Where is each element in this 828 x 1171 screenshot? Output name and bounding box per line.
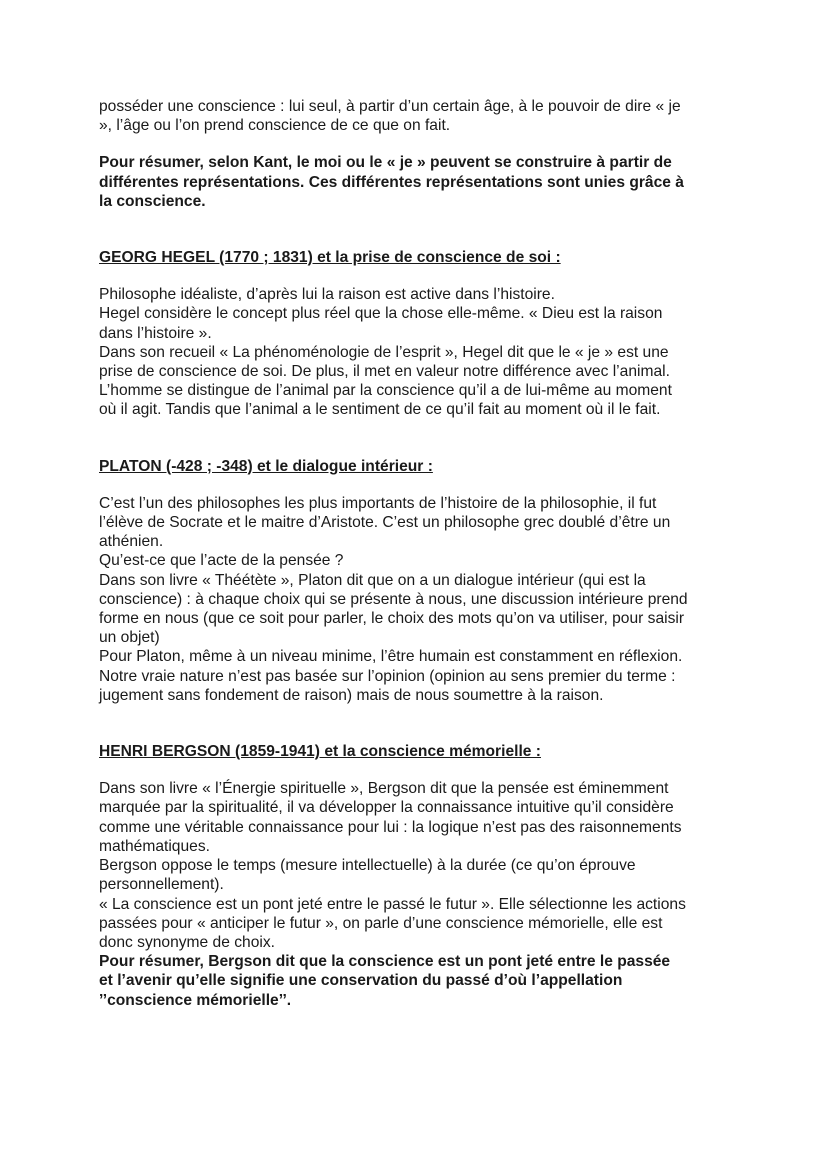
text-line: où il agit. Tandis que l’animal a le sentiment de ce qu’il fait au moment où il le fait.: [99, 401, 661, 419]
text-line: différentes représentations. Ces différentes représentations sont unies grâce à: [99, 173, 684, 191]
text-line: Notre vraie nature n’est pas basée sur l’opinion (opinion au sens premier du terme :: [99, 667, 676, 685]
text-line: prise de conscience de soi. De plus, il met en valeur notre différence avec l’animal.: [99, 363, 670, 381]
platon-heading: PLATON (-428 ; -348) et le dialogue intérieur :: [99, 457, 433, 475]
text-line: la conscience.: [99, 192, 206, 210]
text-line: L’homme se distingue de l’animal par la conscience qu’il a de lui-même au moment: [99, 382, 672, 400]
text-line: conscience) : à chaque choix qui se présente à nous, une discussion intérieure prend: [99, 590, 688, 608]
document-page: [99, 97, 739, 1010]
text-line: Philosophe idéaliste, d’après lui la raison est active dans l’histoire.: [99, 286, 555, 304]
bergson-paragraph: [99, 779, 739, 952]
text-line: forme en nous (que ce soit pour parler, le choix des mots qu’on va utiliser, pour saisir: [99, 610, 685, 628]
text-line: Qu’est-ce que l’acte de la pensée ?: [99, 552, 344, 570]
text-line: jugement sans fondement de raison) mais de nous soumettre à la raison.: [99, 686, 604, 704]
text-line: l’élève de Socrate et le maitre d’Aristote. C’est un philosophe grec doublé d’être un: [99, 514, 671, 532]
text-line: mathématiques.: [99, 837, 210, 855]
text-line: « La conscience est un pont jeté entre le passé le futur ». Elle sélectionne les actions: [99, 895, 686, 913]
text-line: dans l’histoire ».: [99, 324, 212, 342]
text-line: marquée par la spiritualité, il va développer la connaissance intuitive qu’il considère: [99, 799, 674, 817]
text-line: Pour résumer, Bergson dit que la conscience est un pont jeté entre le passée: [99, 953, 671, 971]
text-line: », l’âge ou l’on prend conscience de ce que on fait.: [99, 117, 451, 135]
text-line: passées pour « anticiper le futur », on parle d’une conscience mémorielle, elle est: [99, 914, 663, 932]
text-line: Dans son recueil « La phénoménologie de l’esprit », Hegel dit que le « je » est une: [99, 343, 669, 361]
text-line: personnellement).: [99, 876, 224, 894]
platon-paragraph: [99, 494, 739, 705]
text-line: posséder une conscience : lui seul, à partir d’un certain âge, à le pouvoir de dire « je: [99, 98, 681, 115]
text-line: Pour Platon, même à un niveau minime, l’être humain est constamment en réflexion.: [99, 648, 683, 666]
text-line: C’est l’un des philosophes les plus importants de l’histoire de la philosophie, il fut: [99, 494, 657, 512]
text-line: et l’avenir qu’elle signifie une conservation du passé d’où l’appellation: [99, 972, 623, 990]
text-line: un objet): [99, 629, 160, 647]
kant-summary-paragraph: [99, 153, 739, 211]
hegel-heading: GEORG HEGEL (1770 ; 1831) et la prise de conscience de soi :: [99, 249, 561, 267]
bergson-summary-paragraph: [99, 952, 739, 1010]
text-line: Pour résumer, selon Kant, le moi ou le « je » peuvent se construire à partir de: [99, 154, 672, 172]
text-line: Dans son livre « Théétète », Platon dit que on a un dialogue intérieur (qui est la: [99, 571, 646, 589]
hegel-paragraph: [99, 285, 739, 419]
text-line: Dans son livre « l’Énergie spirituelle », Bergson dit que la pensée est éminemment: [99, 780, 669, 798]
bergson-heading: HENRI BERGSON (1859-1941) et la conscience mémorielle :: [99, 743, 541, 761]
text-line: Hegel considère le concept plus réel que la chose elle-même. « Dieu est la raison: [99, 305, 663, 323]
text-line: donc synonyme de choix.: [99, 933, 275, 951]
text-line: comme une véritable connaissance pour lui : la logique n’est pas des raisonnements: [99, 818, 682, 836]
text-line: Bergson oppose le temps (mesure intellectuelle) à la durée (ce qu’on éprouve: [99, 857, 636, 875]
intro-paragraph: [99, 97, 739, 135]
text-line: athénien.: [99, 533, 164, 551]
text-line: ’’conscience mémorielle’’.: [99, 991, 292, 1009]
